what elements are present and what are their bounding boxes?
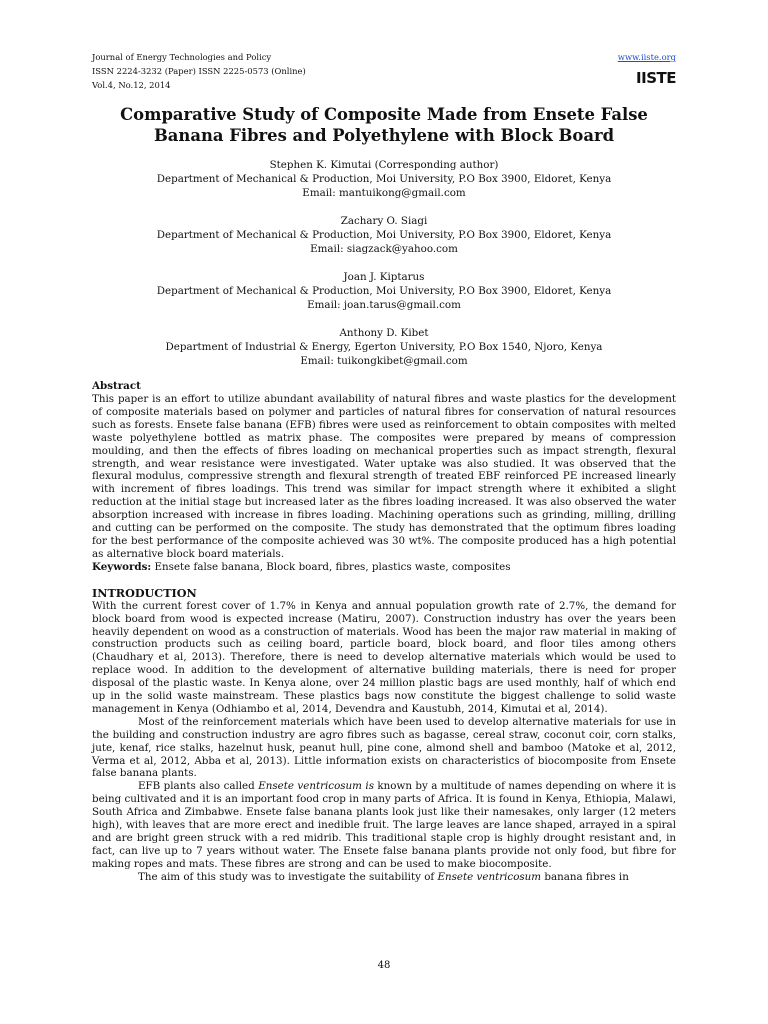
paper-page — [92, 44, 676, 884]
author-name: Stephen K. Kimutai (Corresponding author) — [269, 159, 499, 171]
iiste-logo: IISTE — [636, 69, 676, 87]
abstract-text: This paper is an effort to utilize abundant availability of natural fibres and waste plastics for the development of composite materials based on polymer and particles of natural fibres for conservation of natural resources such as forests. Ensete false banana (EFB) fibres were used as reinforcement to obtain composites with melted waste polyethylene bottled as matrix phase. The composites were prepared by means of compression moulding, and then the effects of fibres loading on mechanical properties such as impact strength, flexural strength, and wear resistance were investigated. Water uptake was also studied. It was observed that the flexural modulus, compressive strength and flexural strength of treated EBF reinforced PE increased linearly with increment of fibres loadings. This trend was similar for impact strength where it exhibited a slight reduction at the initial stage but increased later as the fibres loading increased. It was also observed the water absorption increased with increase in fibres loading. Machining operations such as grinding, milling, drilling and cutting can be performed on the composite. The study has demonstrated that the optimum fibres loading for the best performance of the composite achieved was 30 wt%. The composite produced has a high potential as alternative block board materials. — [92, 393, 676, 560]
journal-name: Journal of Energy Technologies and Policy — [92, 52, 272, 62]
journal-site-link[interactable]: www.iiste.org — [617, 52, 676, 62]
intro-paragraph-3 — [92, 780, 676, 870]
author-block — [92, 326, 676, 368]
journal-header — [92, 44, 676, 100]
intro-paragraph-2: Most of the reinforcement materials which have been used to develop alternative materials for use in the building and construction industry are agro fibres such as bagasse, cereal straw, coconut coir, corn stalks, jute, kenaf, rice stalks, hazelnut husk, peanut hull, pine cone, almond shell and bamboo (Matoke et al, 2012, Verma et al, 2012, Abba et al, 2013). Little information exists on characteristics of biocomposite from Ensete false banana plants. — [92, 715, 676, 780]
author-list — [92, 158, 676, 368]
intro-p3-start: EFB plants also called — [138, 780, 259, 793]
author-email: Email: joan.tarus@gmail.com — [307, 299, 461, 311]
keywords-label: Keywords: — [92, 560, 152, 573]
abstract-section — [92, 380, 676, 574]
author-name: Joan J. Kiptarus — [343, 271, 425, 283]
intro-p4-species: Ensete ventricosum — [437, 870, 542, 883]
page-number: 48 — [377, 960, 391, 971]
introduction-heading: INTRODUCTION — [92, 585, 197, 600]
intro-p3-species: Ensete ventricosum is — [258, 780, 374, 793]
author-affiliation: Department of Mechanical & Production, Moi University, P.O Box 3900, Eldoret, Kenya — [156, 285, 612, 297]
author-block — [92, 158, 676, 200]
journal-volume: Vol.4, No.12, 2014 — [92, 80, 171, 90]
intro-p3-rest: known by a multitude of names depending on where it is being cultivated and it is an important food crop in many parts of Africa. It is found in Kenya, Ethiopia, Malawi, South Africa and Zimbabwe. Ensete false banana plants look just like their namesakes, only larger (12 meters high), with leaves that are more erect and inedible fruit. The large leaves are lance shaped, arrayed in a spiral and are bright green struck with a red midrib. This traditional staple crop is highly drought resistant and, in fact, can live up to 7 years without water. The Ensete false banana plants provide not only food, but fibre for making ropes and mats. These fibres are strong and can be used to make biocomposite. — [92, 780, 676, 870]
keywords — [92, 561, 676, 574]
intro-p4-rest: banana fibres in — [541, 870, 629, 883]
author-email: Email: mantuikong@gmail.com — [302, 187, 466, 199]
journal-issn: ISSN 2224-3232 (Paper) ISSN 2225-0573 (Online) — [92, 66, 306, 76]
intro-paragraph-1: With the current forest cover of 1.7% in Kenya and annual population growth rate of 2.7%, the demand for block board from wood is expected increase (Matiru, 2007). Construction industry has over the years been heavily dependent on wood as a construction of materials. Wood has been the major raw material in making of construction products such as ceiling board, particle board, block board, and floor tiles among others (Chaudhary et al, 2013). Therefore, there is need to develop alternative materials which would be used to replace wood. In addition to the development of alternative building materials, there is need for proper disposal of the plastic waste. In Kenya alone, over 24 million plastic bags are used monthly, half of which end up in the solid waste mainstream. These plastics bags now constitute the biggest challenge to solid waste management in Kenya (Odhiambo et al, 2014, Devendra and Kaustubh, 2014, Kimutai et al, 2014). — [92, 599, 676, 715]
keywords-text: Ensete false banana, Block board, fibres, plastics waste, composites — [151, 560, 511, 573]
author-block — [92, 270, 676, 312]
author-email: Email: siagzack@yahoo.com — [310, 243, 458, 255]
journal-info — [92, 50, 306, 92]
introduction-section — [92, 587, 676, 884]
author-block — [92, 214, 676, 256]
journal-brand — [618, 50, 676, 87]
intro-p4-start: The aim of this study was to investigate the suitability of — [138, 870, 438, 883]
intro-paragraph-4 — [92, 871, 676, 884]
author-email: Email: tuikongkibet@gmail.com — [300, 355, 468, 367]
author-name: Anthony D. Kibet — [339, 327, 429, 339]
author-affiliation: Department of Mechanical & Production, Moi University, P.O Box 3900, Eldoret, Kenya — [156, 173, 612, 185]
abstract-heading: Abstract — [92, 380, 141, 392]
author-affiliation: Department of Mechanical & Production, Moi University, P.O Box 3900, Eldoret, Kenya — [156, 229, 612, 241]
author-name: Zachary O. Siagi — [340, 215, 428, 227]
author-affiliation: Department of Industrial & Energy, Egerton University, P.O Box 1540, Njoro, Kenya — [165, 341, 603, 353]
paper-title: Comparative Study of Composite Made from Ensete False Banana Fibres and Polyethylene with Block Board — [120, 105, 648, 145]
